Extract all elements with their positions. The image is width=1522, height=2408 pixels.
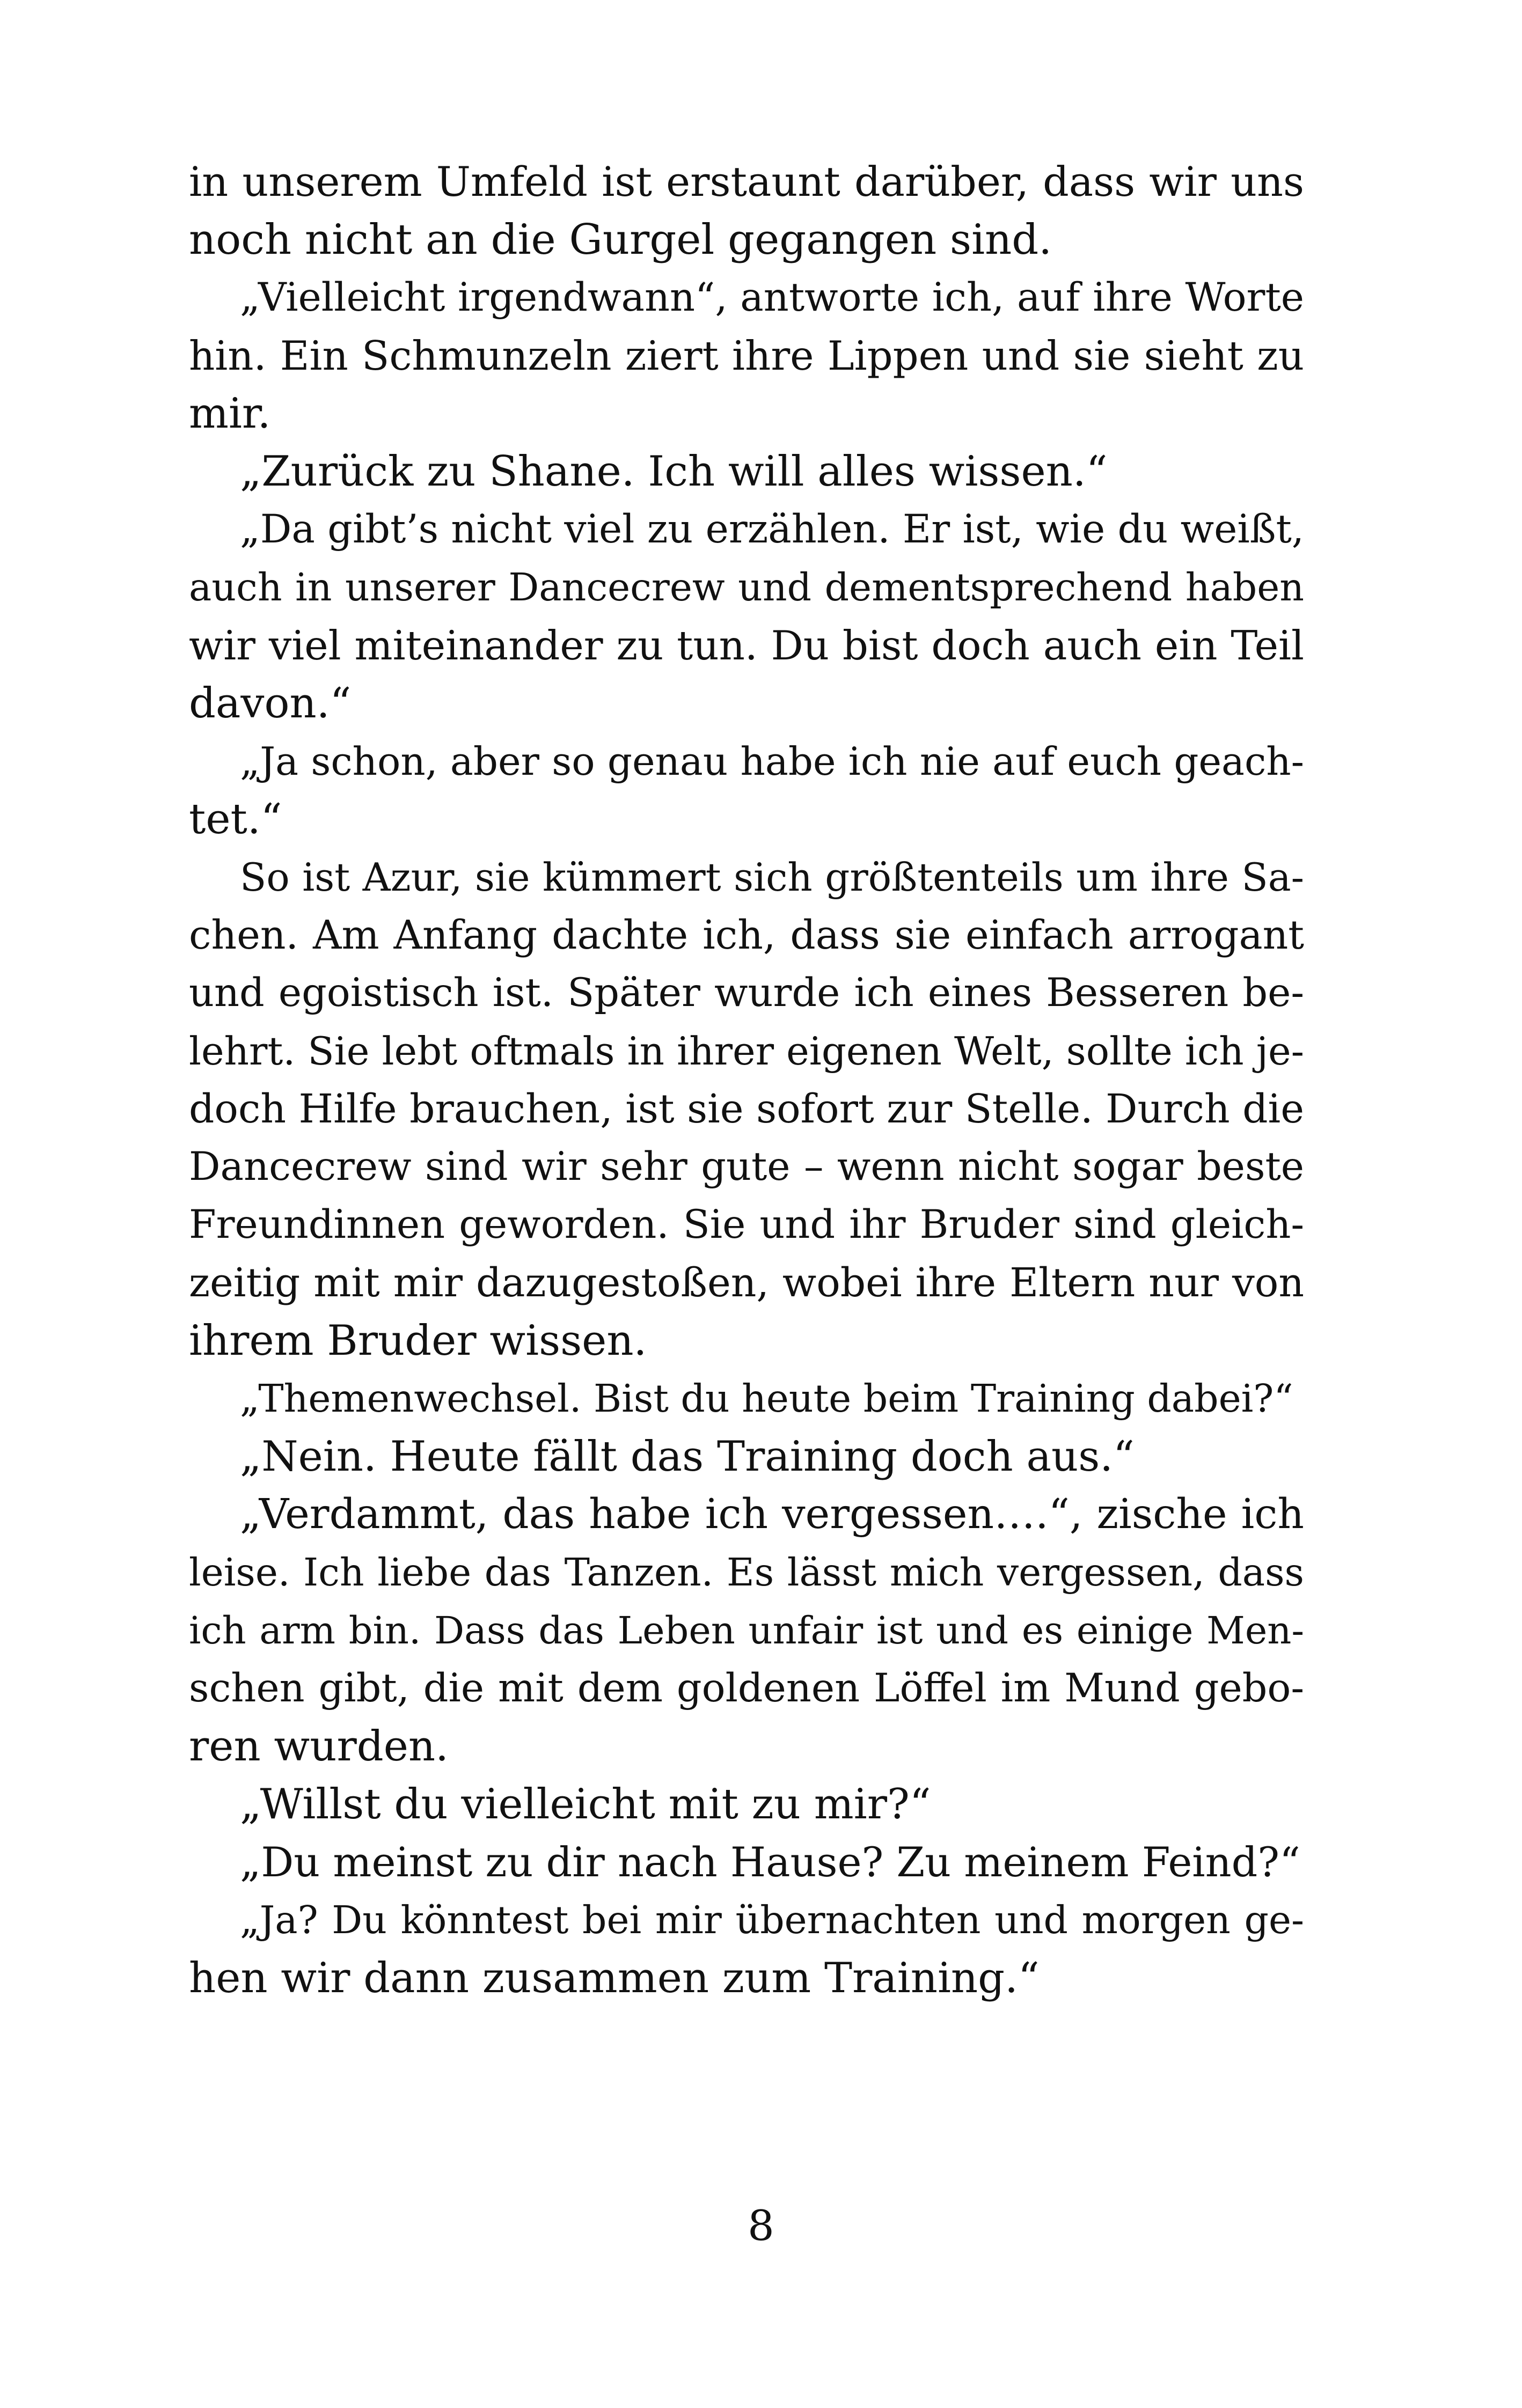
text-line: So ist Azur, sie kümmert sich größtenteils um ihre Sa- — [240, 855, 1304, 900]
text-line: lehrt. Sie lebt oftmals in ihrer eigenen Welt, sollte ich je- — [189, 1029, 1304, 1074]
text-line: tet.“ — [189, 795, 282, 843]
text-line: und egoistisch ist. Später wurde ich eines Besseren be- — [189, 970, 1304, 1016]
text-line: chen. Am Anfang dachte ich, dass sie einfach arrogant — [189, 912, 1304, 958]
text-line: „Verdammt, das habe ich vergessen….“, zische ich — [240, 1491, 1304, 1538]
text-line: „Nein. Heute fällt das Training doch aus.“ — [240, 1433, 1135, 1481]
text-line: hen wir dann zusammen zum Training.“ — [189, 1954, 1040, 2002]
text-line: „Willst du vielleicht mit zu mir?“ — [240, 1780, 931, 1829]
text-line: noch nicht an die Gurgel gegangen sind. — [189, 216, 1052, 264]
body-text — [189, 153, 1304, 2007]
text-line: ich arm bin. Dass das Leben unfair ist und es einige Men- — [189, 1609, 1304, 1653]
text-line: „Ja? Du könntest bei mir übernachten und morgen ge- — [240, 1898, 1304, 1942]
text-line: in unserem Umfeld ist erstaunt darüber, dass wir uns — [189, 158, 1304, 205]
text-line: „Zurück zu Shane. Ich will alles wissen.“ — [240, 447, 1108, 496]
text-line: ren wurden. — [189, 1722, 449, 1771]
text-line: Dancecrew sind wir sehr gute – wenn nicht sogar beste — [189, 1144, 1304, 1190]
text-line: „Ja schon, aber so genau habe ich nie auf euch geach- — [240, 739, 1304, 784]
text-line: mir. — [189, 390, 271, 438]
text-line: „Themenwechsel. Bist du heute beim Training dabei?“ — [240, 1376, 1293, 1421]
text-line: zeitig mit mir dazugestoßen, wobei ihre Eltern nur von — [189, 1260, 1304, 1306]
page-number: 8 — [748, 2202, 774, 2250]
text-line: doch Hilfe brauchen, ist sie sofort zur Stelle. Durch die — [189, 1086, 1304, 1132]
text-line: hin. Ein Schmunzeln ziert ihre Lippen und sie sieht zu — [189, 332, 1304, 379]
text-line: davon.“ — [189, 679, 352, 728]
text-line: wir viel miteinander zu tun. Du bist doch auch ein Teil — [189, 622, 1304, 669]
text-line: schen gibt, die mit dem goldenen Löffel im Mund gebo- — [189, 1665, 1304, 1711]
text-line: „Da gibt’s nicht viel zu erzählen. Er ist, wie du weißt, — [240, 506, 1304, 552]
text-line: auch in unserer Dancecrew und dementsprechend haben — [189, 565, 1304, 610]
text-line: „Vielleicht irgendwann“, antworte ich, auf ihre Worte — [240, 275, 1304, 320]
text-line: Freundinnen geworden. Sie und ihr Bruder sind gleich- — [189, 1202, 1304, 1247]
text-line: „Du meinst zu dir nach Hause? Zu meinem Feind?“ — [240, 1838, 1300, 1886]
text-line: leise. Ich liebe das Tanzen. Es lässt mich vergessen, dass — [189, 1550, 1304, 1595]
text-line: ihrem Bruder wissen. — [189, 1317, 647, 1365]
